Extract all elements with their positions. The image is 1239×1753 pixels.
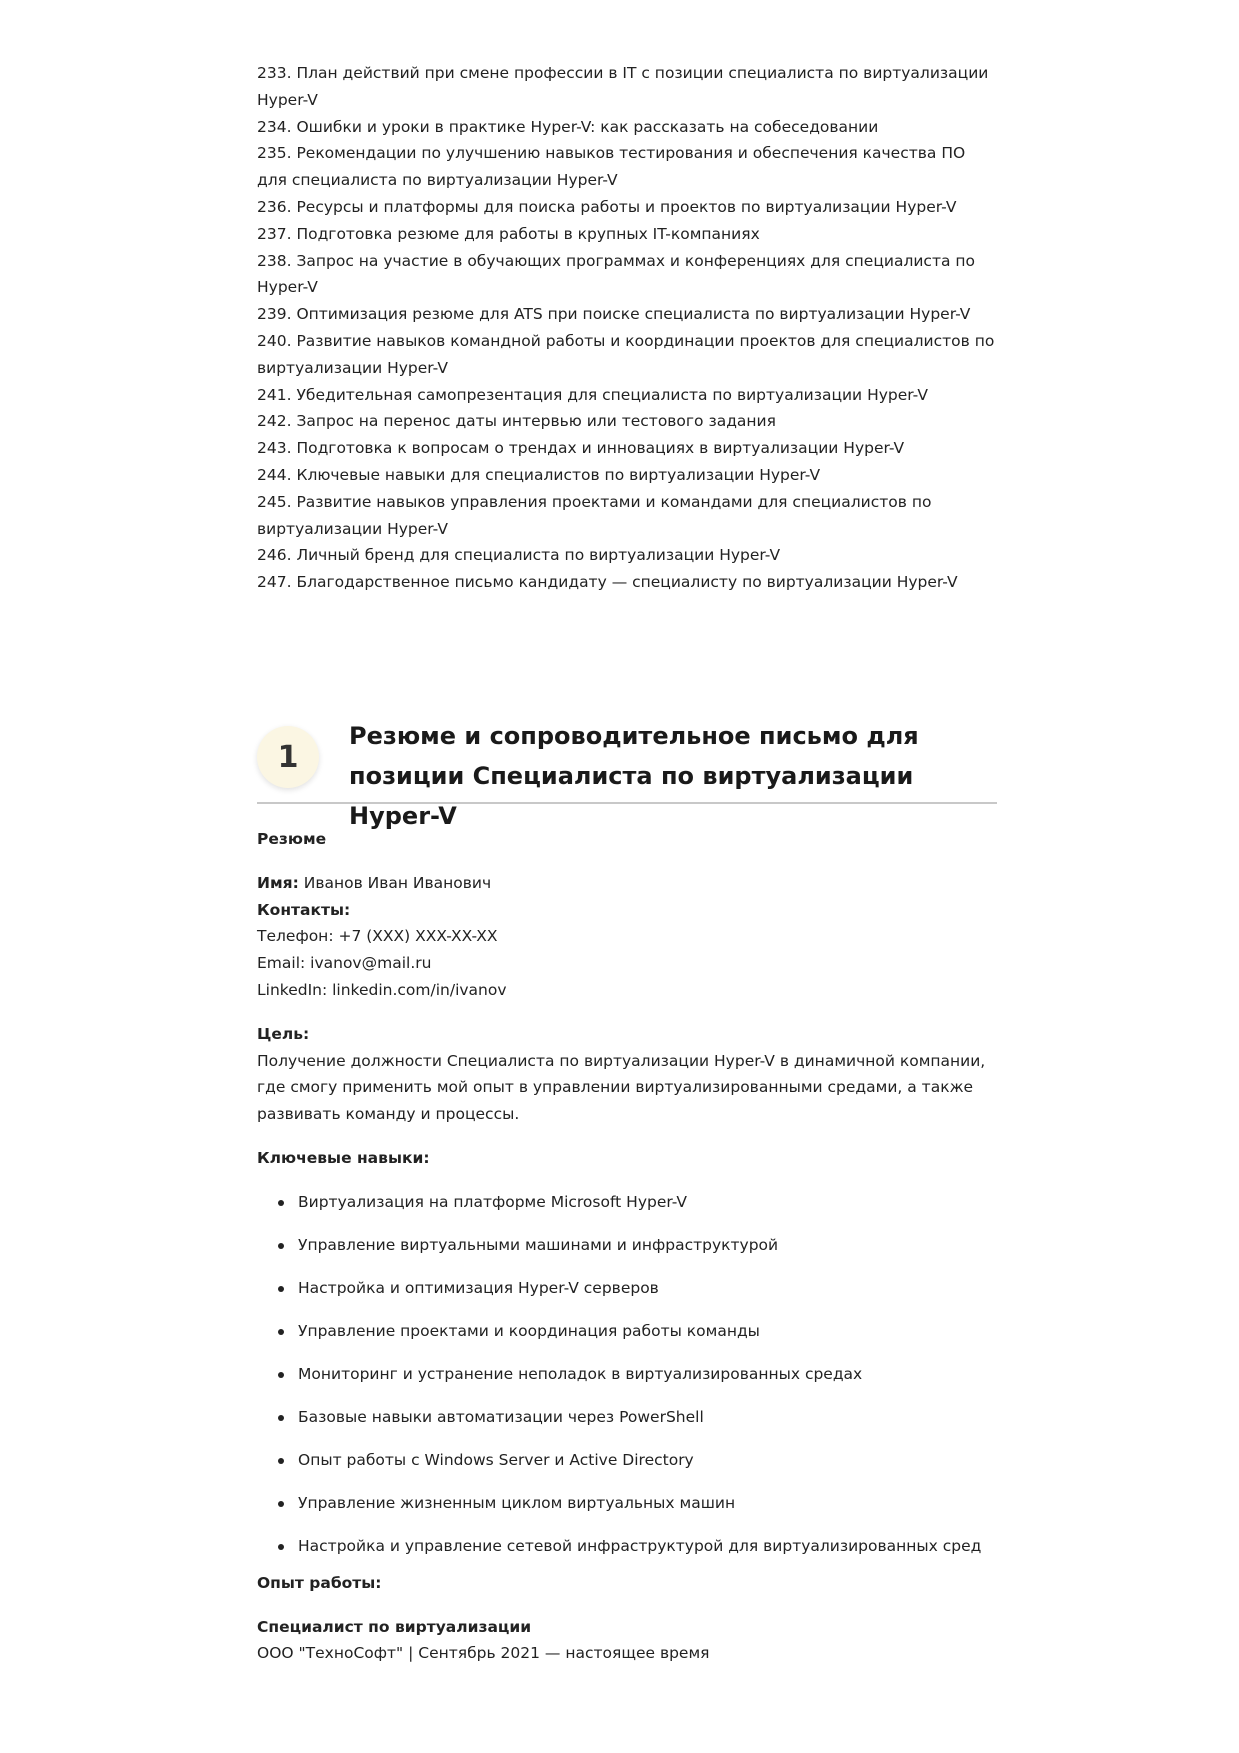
skill-item: Управление жизненным циклом виртуальных машин (298, 1484, 997, 1527)
toc-item[interactable]: 242. Запрос на перенос даты интервью или тестового задания (257, 412, 776, 431)
section-number-badge: 1 (257, 726, 319, 788)
section-title: Резюме и сопроводительное письмо для позиции Специалиста по виртуализации Hyper-V (349, 722, 919, 830)
contact-phone: Телефон: +7 (XXX) XXX-XX-XX (257, 927, 498, 946)
experience-label: Опыт работы: (257, 1573, 382, 1592)
toc-item[interactable]: 238. Запрос на участие в обучающих программах и конференциях для специалиста по Hyper-V (257, 251, 976, 297)
resume-body (257, 826, 997, 1667)
skill-item: Управление проектами и координация работы команды (298, 1312, 997, 1355)
toc-item[interactable]: 234. Ошибки и уроки в практике Hyper-V: как рассказать на собеседовании (257, 117, 879, 136)
skill-item: Мониторинг и устранение неполадок в виртуализированных средах (298, 1355, 997, 1398)
goal-label: Цель: (257, 1024, 310, 1043)
name-line (257, 870, 997, 897)
toc-item[interactable]: 239. Оптимизация резюме для ATS при поиске специалиста по виртуализации Hyper-V (257, 305, 971, 324)
job-title: Специалист по виртуализации (257, 1617, 532, 1636)
toc-item[interactable]: 247. Благодарственное письмо кандидату — специалисту по виртуализации Hyper-V (257, 573, 958, 592)
skill-item: Виртуализация на платформе Microsoft Hyper-V (298, 1183, 997, 1226)
toc-item[interactable]: 233. План действий при смене профессии в IT с позиции специалиста по виртуализации Hyper-V (257, 64, 989, 109)
toc-item[interactable]: 236. Ресурсы и платформы для поиска работы и проектов по виртуализации Hyper-V (257, 197, 957, 216)
resume-heading: Резюме (257, 830, 327, 848)
job-company: ООО "ТехноСофт" | Сентябрь 2021 — настоящее время (257, 1644, 710, 1663)
section-header (257, 716, 997, 830)
skill-item: Настройка и оптимизация Hyper-V серверов (298, 1269, 997, 1312)
toc-item[interactable]: 246. Личный бренд для специалиста по виртуализации Hyper-V (257, 546, 781, 565)
toc-item[interactable]: 235. Рекомендации по улучшению навыков тестирования и обеспечения качества ПО для специалиста по виртуализации Hyper-V (257, 144, 966, 190)
toc-item[interactable]: 244. Ключевые навыки для специалистов по виртуализации Hyper-V (257, 465, 821, 484)
toc-item[interactable]: 241. Убедительная самопрезентация для специалиста по виртуализации Hyper-V (257, 385, 928, 404)
skill-item: Базовые навыки автоматизации через PowerShell (298, 1398, 997, 1441)
toc-list (257, 60, 997, 596)
toc-item[interactable]: 243. Подготовка к вопросам о трендах и инновациях в виртуализации Hyper-V (257, 439, 905, 458)
skill-item: Управление виртуальными машинами и инфраструктурой (298, 1226, 997, 1269)
contact-linkedin: LinkedIn: linkedin.com/in/ivanov (257, 980, 507, 999)
skill-item: Настройка и управление сетевой инфраструктурой для виртуализированных сред (298, 1527, 997, 1570)
toc-item[interactable]: 245. Развитие навыков управления проектами и командами для специалистов по виртуализации Hyper-V (257, 492, 932, 538)
contacts-label: Контакты: (257, 900, 351, 919)
name-label: Имя: (257, 873, 299, 892)
contact-email: Email: ivanov@mail.ru (257, 954, 432, 973)
name-value: Иванов Иван Иванович (298, 873, 492, 892)
toc-item[interactable]: 237. Подготовка резюме для работы в крупных IT-компаниях (257, 224, 760, 243)
skills-list (257, 1183, 997, 1570)
skill-item: Опыт работы с Windows Server и Active Directory (298, 1441, 997, 1484)
skills-label: Ключевые навыки: (257, 1148, 430, 1167)
toc-item[interactable]: 240. Развитие навыков командной работы и координации проектов для специалистов по виртуализации Hyper-V (257, 331, 995, 377)
goal-text: Получение должности Специалиста по виртуализации Hyper-V в динамичной компании, где смогу применить мой опыт в управлении виртуализированными средами, а также развивать команду и процессы. (257, 1051, 986, 1124)
